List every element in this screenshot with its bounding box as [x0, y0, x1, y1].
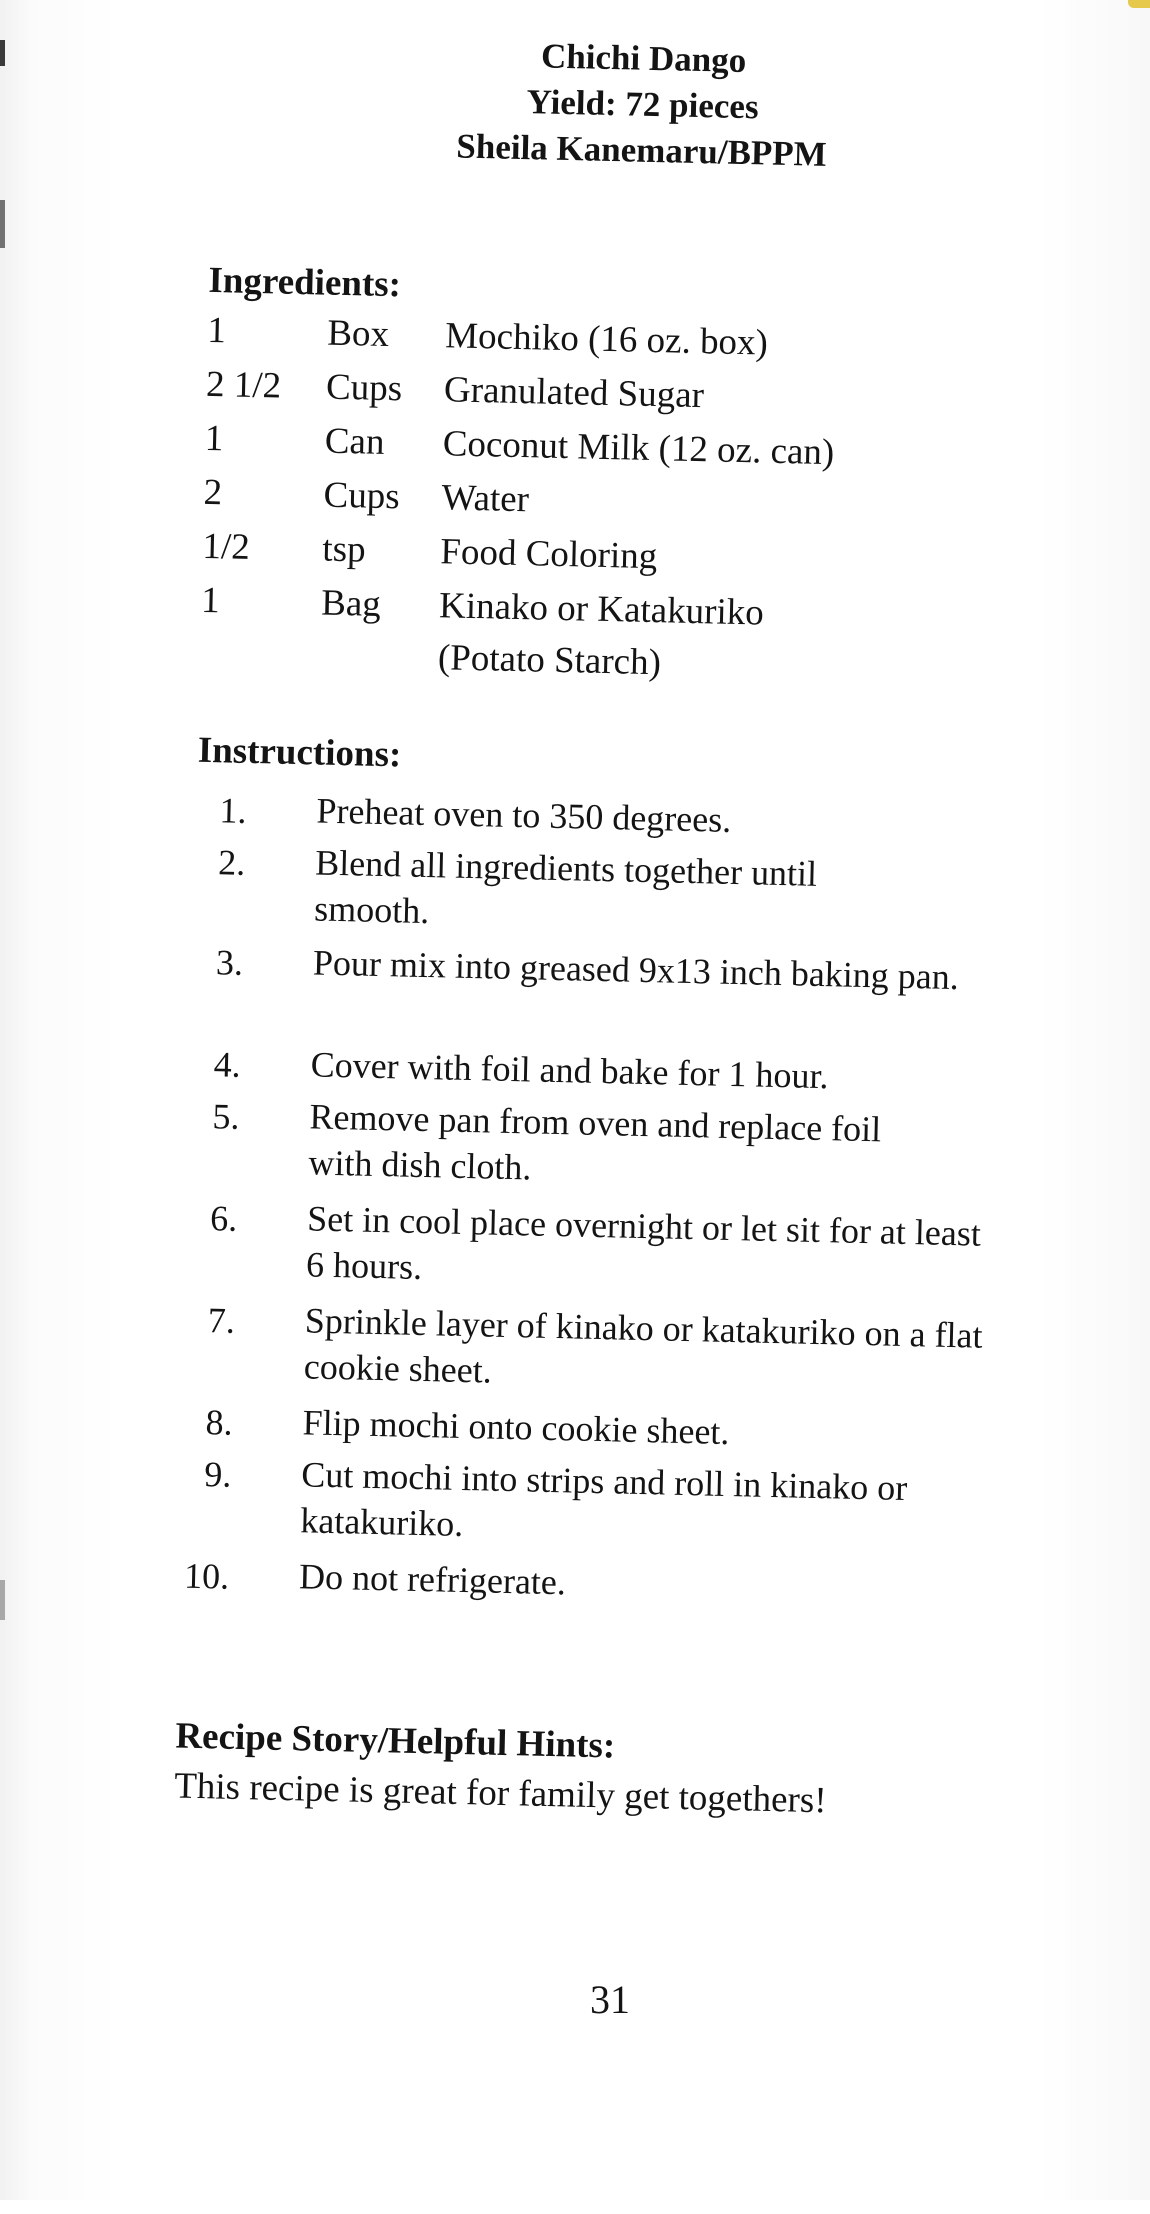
step-text: Pour mix into greased 9x13 inch baking pan. — [312, 942, 960, 998]
step-text: Remove pan from oven and replace foil with dish cloth. — [308, 1096, 882, 1188]
ingredient-unit: Bag — [320, 582, 382, 625]
page-edge-mark — [0, 200, 5, 248]
step-number: 8. — [205, 1402, 234, 1443]
ingredients-heading: Ingredients: — [208, 259, 402, 306]
ingredient-name: Water — [441, 477, 530, 521]
instructions-heading: Instructions: — [197, 729, 402, 776]
recipe-author: Sheila Kanemaru/BPPM — [455, 126, 828, 174]
ingredient-unit: tsp — [321, 528, 367, 571]
step-text: Flip mochi onto cookie sheet. — [302, 1402, 730, 1453]
ingredient-qty: 2 — [203, 471, 223, 514]
ingredient-unit: Box — [326, 312, 390, 356]
step-number: 6. — [209, 1198, 238, 1239]
step-number: 3. — [215, 942, 244, 983]
step-number: 9. — [203, 1454, 232, 1495]
step-text: Cut mochi into strips and roll in kinako or katakuriko. — [299, 1454, 908, 1545]
ingredient-qty: 1 — [204, 417, 224, 460]
recipe-title: Chichi Dango — [540, 36, 747, 81]
ingredient-name: Kinako or Katakuriko — [438, 585, 765, 634]
corner-stain — [1128, 0, 1150, 8]
ingredient-unit: Can — [324, 420, 385, 463]
recipe-yield: Yield: 72 pieces — [526, 82, 760, 127]
step-text: Set in cool place overnight or let sit for at least 6 hours. — [305, 1198, 982, 1288]
step-number: 7. — [207, 1300, 236, 1341]
step-text: Sprinkle layer of kinako or katakuriko on a flat cookie sheet. — [303, 1300, 984, 1391]
step-number: 10. — [183, 1555, 230, 1597]
ingredient-qty: 2 1/2 — [205, 363, 282, 407]
step-text: Blend all ingredients together until smooth. — [313, 842, 818, 932]
ingredient-qty: 1 — [206, 309, 227, 352]
ingredient-unit: Cups — [323, 474, 401, 518]
story-text: This recipe is great for family get togethers! — [173, 1765, 828, 1822]
step-number: 1. — [219, 790, 247, 831]
ingredient-unit: Cups — [325, 366, 403, 410]
page-number: 31 — [590, 1977, 630, 2022]
ingredient-name-continued: (Potato Starch) — [437, 637, 662, 684]
ingredient-name: Coconut Milk (12 oz. can) — [442, 423, 835, 474]
ingredient-qty: 1 — [200, 579, 221, 622]
step-number: 2. — [217, 842, 246, 883]
step-text: Do not refrigerate. — [298, 1556, 567, 1603]
ingredient-name: Granulated Sugar — [443, 369, 705, 417]
ingredient-qty: 1/2 — [201, 525, 251, 568]
step-number: 4. — [213, 1044, 242, 1085]
ingredient-name: Food Coloring — [439, 531, 658, 578]
step-number: 5. — [212, 1096, 240, 1137]
ingredient-name: Mochiko (16 oz. box) — [444, 315, 769, 364]
step-text: Cover with foil and bake for 1 hour. — [310, 1044, 829, 1097]
page-edge-mark — [0, 40, 5, 66]
step-text: Preheat oven to 350 degrees. — [316, 790, 732, 840]
story-heading: Recipe Story/Helpful Hints: — [174, 1715, 616, 1767]
